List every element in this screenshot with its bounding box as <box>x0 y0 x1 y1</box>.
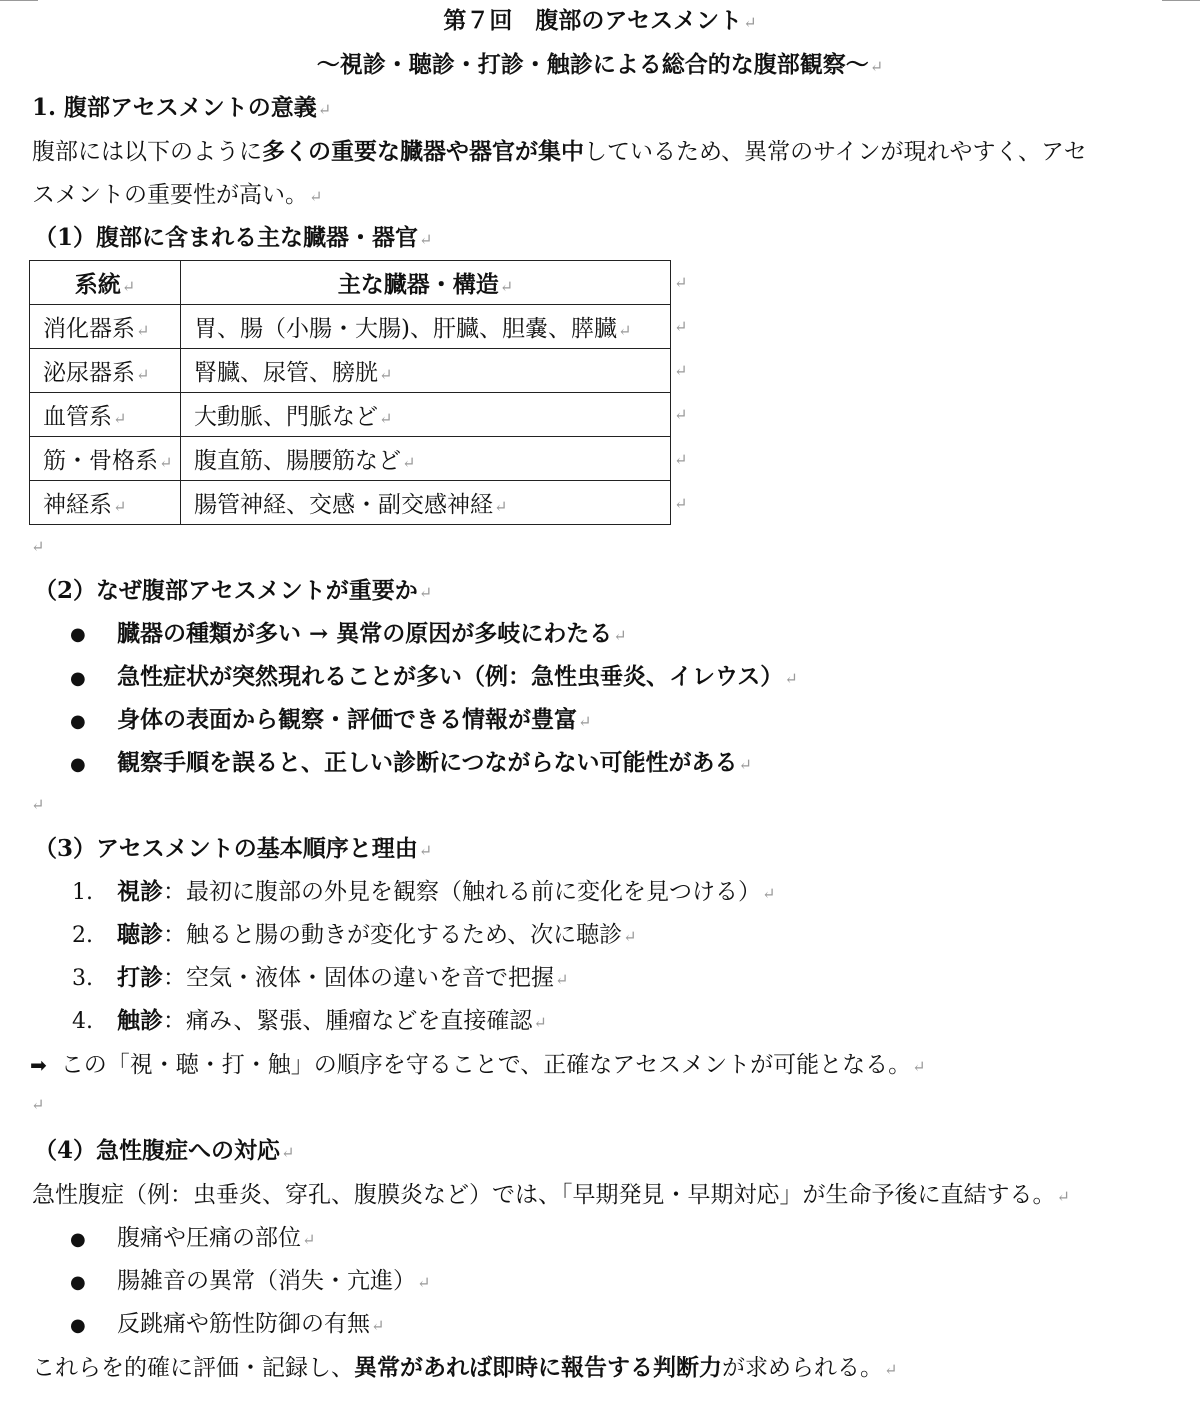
section-1-intro-line2: スメントの重要性が高い。↵ <box>32 180 322 212</box>
bullet-icon: ● <box>70 754 86 775</box>
table-cell-organs: 大動脈、門脈など↵ <box>181 393 671 437</box>
subsection-3-heading: （3）アセスメントの基本順序と理由↵ <box>34 834 432 866</box>
table-header-cell: 系統↵ <box>30 261 181 305</box>
table-row <box>30 305 671 349</box>
table-cell-system: 消化器系↵ <box>30 305 181 349</box>
section-1-intro-line1: 腹部には以下のように多くの重要な臓器や器官が集中しているため、異常のサインが現れやすく、アセ <box>32 138 1087 165</box>
subsection-1-heading: （1）腹部に含まれる主な臓器・器官↵ <box>34 223 432 255</box>
paragraph-mark-icon <box>743 13 756 32</box>
table-header-cell: 主な臓器・構造↵ <box>181 261 671 305</box>
paragraph-mark-icon <box>784 669 797 688</box>
paragraph-mark-icon <box>122 277 135 296</box>
paragraph-mark-icon <box>613 626 626 645</box>
table-cell-organs: 腎臓、尿管、膀胱↵ <box>181 349 671 393</box>
paragraph-mark-icon <box>302 1230 315 1249</box>
table-cell-system: 筋・骨格系↵ <box>30 437 181 481</box>
paragraph-mark-icon <box>870 57 883 76</box>
row-end-mark-icon <box>674 361 694 380</box>
paragraph-mark-icon <box>136 321 149 340</box>
section-1-heading: 1. 腹部アセスメントの意義↵ <box>32 93 331 125</box>
step-item: 打診：空気・液体・固体の違いを音で把握↵ <box>117 963 568 995</box>
paragraph-mark-icon <box>500 277 513 296</box>
table-cell-system: 泌尿器系↵ <box>30 349 181 393</box>
paragraph-mark-icon <box>618 321 631 340</box>
bullet-icon: ● <box>70 1272 86 1293</box>
list-item: 腹痛や圧痛の部位↵ <box>117 1223 315 1255</box>
list-item: 観察手順を誤ると、正しい診断につながらない可能性がある↵ <box>117 748 752 780</box>
paragraph-mark-icon <box>762 884 775 903</box>
row-end-mark-icon <box>674 273 694 292</box>
list-item: 臓器の種類が多い → 異常の原因が多岐にわたる↵ <box>117 619 627 651</box>
list-item: 身体の表面から観察・評価できる情報が豊富↵ <box>117 705 591 737</box>
step-item: 視診：最初に腹部の外見を観察（触れる前に変化を見つける）↵ <box>117 877 775 909</box>
subsection-4-heading: （4）急性腹症への対応↵ <box>34 1136 294 1168</box>
paragraph-mark-icon <box>159 453 172 472</box>
table-cell-organs: 腹直筋、腸腰筋など↵ <box>181 437 671 481</box>
paragraph-mark-icon <box>113 409 126 428</box>
row-end-mark-icon <box>674 450 694 469</box>
table-cell-organs: 胃、腸（小腸・大腸)、肝臓、胆嚢、膵臓↵ <box>181 305 671 349</box>
paragraph-mark-icon <box>417 1273 430 1292</box>
table-row <box>30 481 671 525</box>
paragraph-mark-icon <box>555 970 568 989</box>
bullet-icon: ● <box>70 711 86 732</box>
row-end-mark-icon <box>674 317 694 336</box>
table-cell-system: 血管系↵ <box>30 393 181 437</box>
paragraph-mark-icon <box>136 365 149 384</box>
table-header-row <box>30 261 671 305</box>
paragraph-mark-icon <box>739 755 752 774</box>
closing-sentence: これらを的確に評価・記録し、異常があれば即時に報告する判断力が求められる。↵ <box>32 1353 897 1385</box>
table-cell-system: 神経系↵ <box>30 481 181 525</box>
paragraph-mark-icon <box>31 1095 44 1114</box>
order-conclusion: ➡ この「視・聴・打・触」の順序を守ることで、正確なアセスメントが可能となる。↵ <box>30 1050 925 1082</box>
step-number: 1. <box>72 880 93 905</box>
step-item: 触診：痛み、緊張、腫瘤などを直接確認↵ <box>117 1006 547 1038</box>
step-item: 聴診：触ると腸の動きが変化するため、次に聴診↵ <box>117 920 637 952</box>
paragraph-mark-icon <box>578 712 591 731</box>
document-subtitle: 〜視診・聴診・打診・触診による総合的な腹部観察〜↵ <box>0 50 1200 82</box>
paragraph-mark-icon <box>281 1143 294 1162</box>
paragraph-mark-icon <box>113 497 126 516</box>
paragraph-mark-icon <box>379 409 392 428</box>
paragraph-mark-icon <box>912 1057 925 1076</box>
paragraph-mark-icon <box>419 583 432 602</box>
paragraph-mark-icon <box>419 230 432 249</box>
bullet-icon: ● <box>70 1229 86 1250</box>
row-end-mark-icon <box>674 405 694 424</box>
list-item: 急性症状が突然現れることが多い（例：急性虫垂炎、イレウス）↵ <box>117 662 798 694</box>
document-title: 第７回 腹部のアセスメント↵ <box>0 6 1200 38</box>
bullet-icon: ● <box>70 1315 86 1336</box>
paragraph-mark-icon <box>309 187 322 206</box>
paragraph-mark-icon <box>31 537 44 556</box>
paragraph-mark-icon <box>318 100 331 119</box>
paragraph-mark-icon <box>371 1316 384 1335</box>
paragraph-mark-icon <box>419 841 432 860</box>
table-row <box>30 349 671 393</box>
paragraph-mark-icon <box>533 1013 546 1032</box>
list-item: 反跳痛や筋性防御の有無↵ <box>117 1309 384 1341</box>
organ-table <box>29 260 671 525</box>
paragraph-mark-icon <box>1057 1187 1070 1206</box>
table-row <box>30 437 671 481</box>
bullet-icon: ● <box>70 624 86 645</box>
table-cell-organs: 腸管神経、交感・副交感神経↵ <box>181 481 671 525</box>
paragraph-mark-icon <box>494 497 507 516</box>
list-item: 腸雑音の異常（消失・亢進）↵ <box>117 1266 430 1298</box>
acute-abdomen-intro: 急性腹症（例：虫垂炎、穿孔、腹膜炎など）では、「早期発見・早期対応」が生命予後に直結する。↵ <box>32 1180 1070 1212</box>
paragraph-mark-icon <box>884 1360 897 1379</box>
paragraph-mark-icon <box>623 927 636 946</box>
subsection-2-heading: （2）なぜ腹部アセスメントが重要か↵ <box>34 576 432 608</box>
arrow-right-icon: ➡ <box>30 1053 47 1077</box>
step-number: 4. <box>72 1009 93 1034</box>
paragraph-mark-icon <box>31 795 44 814</box>
bullet-icon: ● <box>70 668 86 689</box>
paragraph-mark-icon <box>379 365 392 384</box>
step-number: 2. <box>72 923 93 948</box>
step-number: 3. <box>72 966 93 991</box>
row-end-mark-icon <box>674 494 694 513</box>
paragraph-mark-icon <box>402 453 415 472</box>
table-row <box>30 393 671 437</box>
